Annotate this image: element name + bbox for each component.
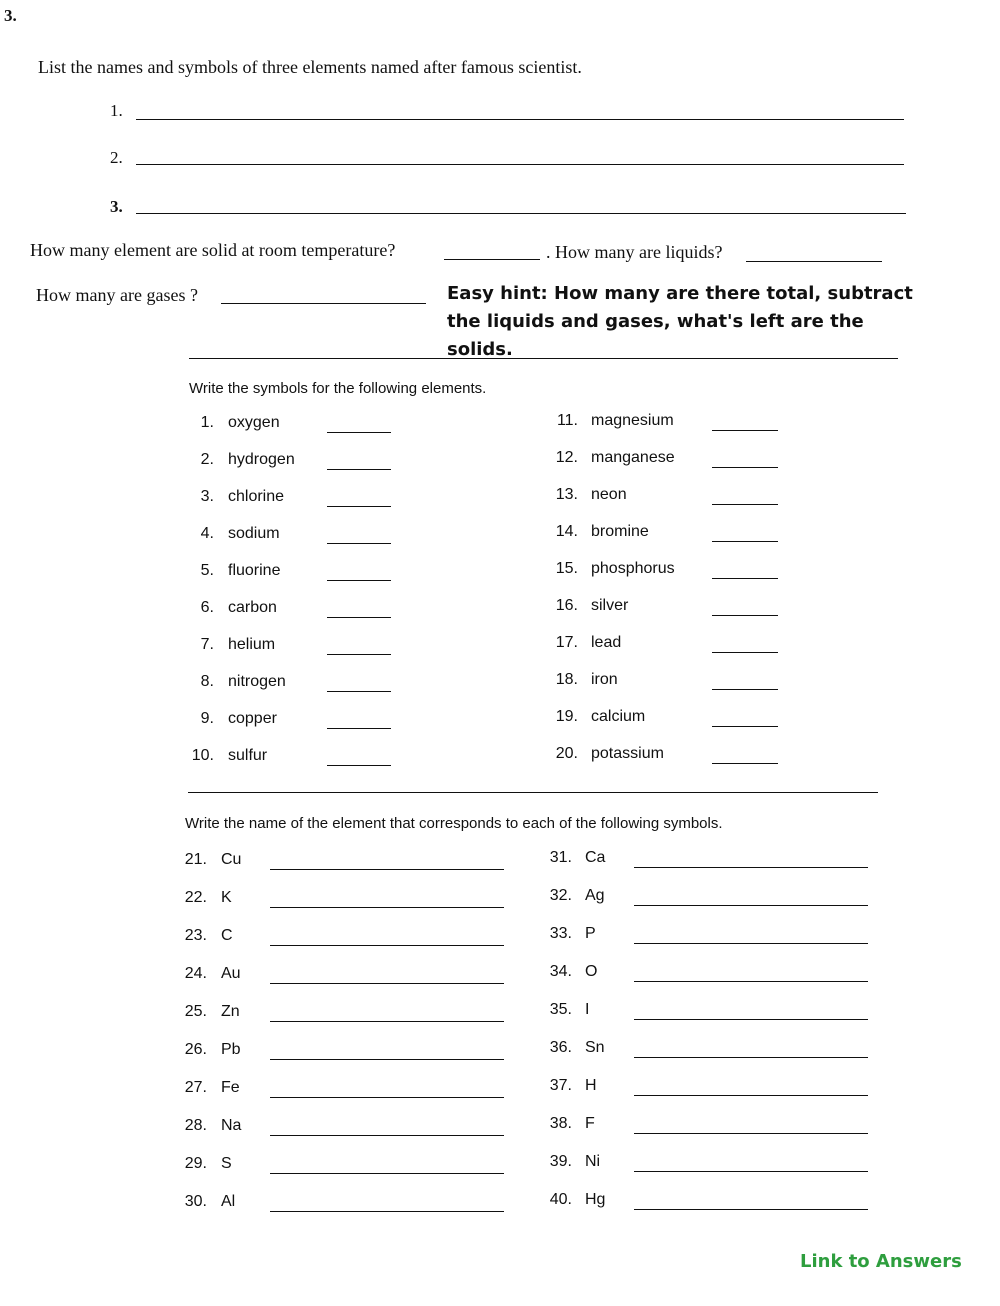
names-left-answer-line-5[interactable] <box>270 1021 504 1022</box>
symbols-left-number-3: 3. <box>200 488 214 505</box>
symbols-right-number-9: 19. <box>555 708 578 725</box>
symbols-left-answer-line-3[interactable] <box>327 506 391 507</box>
names-left-label-6: Pb <box>221 1041 241 1058</box>
symbols-left-label-8: nitrogen <box>228 673 286 690</box>
symbols-left-answer-line-1[interactable] <box>327 432 391 433</box>
names-right-number-6: 36. <box>549 1039 572 1056</box>
symbols-right-label-6: silver <box>591 597 629 614</box>
names-left-number-5: 25. <box>184 1003 207 1020</box>
names-left-answer-line-1[interactable] <box>270 869 504 870</box>
names-left-answer-line-9[interactable] <box>270 1173 504 1174</box>
intro-item-3-number: 3. <box>110 197 123 216</box>
names-left-number-10: 30. <box>184 1193 207 1210</box>
symbols-left-answer-line-4[interactable] <box>327 543 391 544</box>
symbols-right-answer-line-6[interactable] <box>712 615 778 616</box>
symbols-right-answer-line-2[interactable] <box>712 467 778 468</box>
names-left-label-4: Au <box>221 965 241 982</box>
symbols-left-number-10: 10. <box>191 747 214 764</box>
names-right-answer-line-2[interactable] <box>634 905 868 906</box>
symbols-left-number-2: 2. <box>200 451 214 468</box>
names-left-answer-line-8[interactable] <box>270 1135 504 1136</box>
names-left-answer-line-4[interactable] <box>270 983 504 984</box>
hint-text: Easy hint: How many are there total, subtract the liquids and gases, what's left are the solids. <box>447 283 913 360</box>
symbols-right-number-6: 16. <box>555 597 578 614</box>
names-right-answer-line-4[interactable] <box>634 981 868 982</box>
symbols-left-number-5: 5. <box>200 562 214 579</box>
symbols-right-number-4: 14. <box>555 523 578 540</box>
names-right-answer-line-5[interactable] <box>634 1019 868 1020</box>
symbols-section-title: Write the symbols for the following elements. <box>189 380 487 397</box>
names-section-title: Write the name of the element that corresponds to each of the following symbols. <box>185 815 723 832</box>
names-right-answer-line-9[interactable] <box>634 1171 868 1172</box>
liquid-answer-line[interactable] <box>746 261 882 262</box>
names-left-answer-line-2[interactable] <box>270 907 504 908</box>
names-left-number-6: 26. <box>184 1041 207 1058</box>
names-left-label-3: C <box>221 927 233 944</box>
names-right-number-2: 32. <box>549 887 572 904</box>
symbols-right-answer-line-8[interactable] <box>712 689 778 690</box>
symbols-right-answer-line-3[interactable] <box>712 504 778 505</box>
names-right-answer-line-6[interactable] <box>634 1057 868 1058</box>
names-right-number-5: 35. <box>549 1001 572 1018</box>
symbols-right-answer-line-1[interactable] <box>712 430 778 431</box>
names-left-number-8: 28. <box>184 1117 207 1134</box>
liquid-question: . How many are liquids? <box>546 242 723 262</box>
symbols-left-number-6: 6. <box>200 599 214 616</box>
symbols-left-label-1: oxygen <box>228 414 280 431</box>
names-right-answer-line-10[interactable] <box>634 1209 868 1210</box>
intro-item-1-number: 1. <box>110 101 123 120</box>
intro-answer-line-3[interactable] <box>136 213 906 214</box>
intro-question: List the names and symbols of three elements named after famous scientist. <box>38 57 582 77</box>
symbols-right-answer-line-7[interactable] <box>712 652 778 653</box>
symbols-right-label-4: bromine <box>591 523 649 540</box>
names-right-label-1: Ca <box>585 849 606 866</box>
names-left-number-3: 23. <box>184 927 207 944</box>
symbols-left-label-7: helium <box>228 636 276 653</box>
names-right-label-3: P <box>585 925 596 942</box>
gas-question: How many are gases ? <box>36 285 198 305</box>
names-right-number-4: 34. <box>549 963 572 980</box>
symbols-left-answer-line-2[interactable] <box>327 469 391 470</box>
symbols-right-label-10: potassium <box>591 745 664 762</box>
names-left-label-5: Zn <box>221 1003 240 1020</box>
section-divider-top <box>189 358 898 359</box>
names-right-label-7: H <box>585 1077 597 1094</box>
names-right-answer-line-7[interactable] <box>634 1095 868 1096</box>
symbols-left-label-5: fluorine <box>228 562 281 579</box>
names-left-label-9: S <box>221 1155 232 1172</box>
section-divider-middle <box>188 792 878 793</box>
symbols-right-label-8: iron <box>591 671 618 688</box>
names-right-label-6: Sn <box>585 1039 605 1056</box>
intro-answer-line-1[interactable] <box>136 119 904 120</box>
names-left-label-1: Cu <box>221 851 242 868</box>
names-right-answer-line-8[interactable] <box>634 1133 868 1134</box>
solid-question: How many element are solid at room temperature? <box>30 240 396 260</box>
symbols-left-number-9: 9. <box>200 710 214 727</box>
symbols-left-label-4: sodium <box>228 525 280 542</box>
page-number: 3. <box>4 6 17 25</box>
symbols-right-number-7: 17. <box>555 634 578 651</box>
symbols-right-label-1: magnesium <box>591 412 674 429</box>
names-left-label-8: Na <box>221 1117 242 1134</box>
names-left-number-9: 29. <box>184 1155 207 1172</box>
symbols-left-label-10: sulfur <box>228 747 268 764</box>
names-left-number-7: 27. <box>184 1079 207 1096</box>
names-right-number-9: 39. <box>549 1153 572 1170</box>
symbols-left-number-1: 1. <box>200 414 214 431</box>
names-left-number-2: 22. <box>184 889 207 906</box>
names-right-label-4: O <box>585 963 598 980</box>
symbols-right-answer-line-9[interactable] <box>712 726 778 727</box>
symbols-right-number-2: 12. <box>555 449 578 466</box>
intro-item-2-number: 2. <box>110 148 123 167</box>
symbols-right-number-1: 11. <box>556 412 578 429</box>
symbols-left-answer-line-8[interactable] <box>327 691 391 692</box>
names-left-label-7: Fe <box>221 1079 240 1096</box>
symbols-right-answer-line-5[interactable] <box>712 578 778 579</box>
symbols-left-answer-line-10[interactable] <box>327 765 391 766</box>
names-left-number-1: 21. <box>184 851 207 868</box>
gas-answer-line[interactable] <box>221 303 426 304</box>
solid-answer-line[interactable] <box>444 259 540 260</box>
names-right-number-3: 33. <box>549 925 572 942</box>
intro-answer-line-2[interactable] <box>136 164 904 165</box>
symbols-right-number-3: 13. <box>555 486 578 503</box>
names-left-number-4: 24. <box>184 965 207 982</box>
symbols-right-label-9: calcium <box>591 708 646 725</box>
symbols-left-answer-line-6[interactable] <box>327 617 391 618</box>
names-left-answer-line-7[interactable] <box>270 1097 504 1098</box>
symbols-right-number-8: 18. <box>555 671 578 688</box>
names-right-label-9: Ni <box>585 1153 601 1170</box>
symbols-left-answer-line-5[interactable] <box>327 580 391 581</box>
names-left-label-2: K <box>221 889 232 906</box>
symbols-left-label-9: copper <box>228 710 277 727</box>
names-right-number-7: 37. <box>549 1077 572 1094</box>
symbols-left-label-3: chlorine <box>228 488 285 505</box>
symbols-left-number-4: 4. <box>200 525 214 542</box>
symbols-left-answer-line-9[interactable] <box>327 728 391 729</box>
names-right-number-1: 31. <box>549 849 572 866</box>
names-right-label-5: I <box>585 1001 590 1018</box>
names-right-label-2: Ag <box>585 887 605 904</box>
symbols-right-number-5: 15. <box>555 560 578 577</box>
names-left-label-10: Al <box>221 1193 236 1210</box>
symbols-right-label-2: manganese <box>591 449 675 466</box>
names-right-label-8: F <box>585 1115 595 1132</box>
symbols-left-number-7: 7. <box>200 636 214 653</box>
names-right-answer-line-3[interactable] <box>634 943 868 944</box>
names-left-answer-line-10[interactable] <box>270 1211 504 1212</box>
symbols-left-number-8: 8. <box>200 673 214 690</box>
symbols-right-number-10: 20. <box>555 745 578 762</box>
symbols-right-answer-line-4[interactable] <box>712 541 778 542</box>
names-left-answer-line-3[interactable] <box>270 945 504 946</box>
names-right-number-10: 40. <box>549 1191 572 1208</box>
symbols-left-label-6: carbon <box>228 599 277 616</box>
symbols-left-answer-line-7[interactable] <box>327 654 391 655</box>
symbols-right-label-7: lead <box>591 634 622 651</box>
link-to-answers[interactable]: Link to Answers <box>800 1251 962 1272</box>
names-left-answer-line-6[interactable] <box>270 1059 504 1060</box>
names-right-answer-line-1[interactable] <box>634 867 868 868</box>
names-right-label-10: Hg <box>585 1191 606 1208</box>
symbols-right-label-3: neon <box>591 486 627 503</box>
symbols-left-label-2: hydrogen <box>228 451 295 468</box>
names-right-number-8: 38. <box>549 1115 572 1132</box>
symbols-right-label-5: phosphorus <box>591 560 675 577</box>
symbols-right-answer-line-10[interactable] <box>712 763 778 764</box>
